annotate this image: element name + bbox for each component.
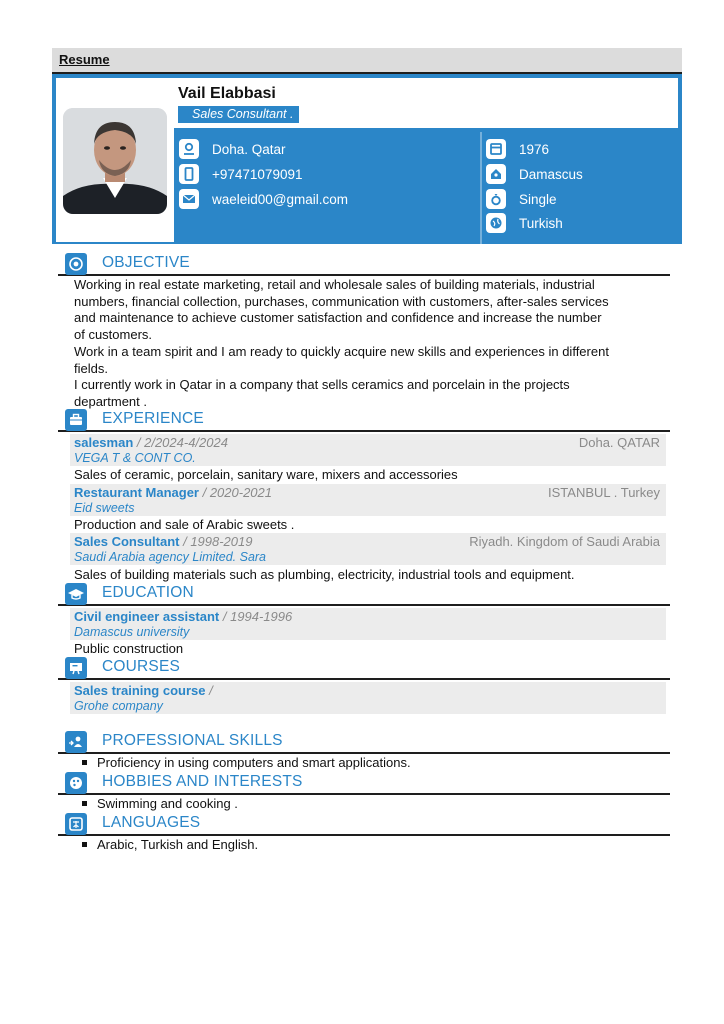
language-text: Arabic, Turkish and English.	[97, 837, 259, 852]
location-text: Doha. Qatar	[212, 141, 286, 157]
experience-entry	[70, 434, 666, 466]
entry-role-text: salesman	[74, 435, 134, 450]
bullet-dot	[82, 801, 87, 806]
objective-line: I currently work in Qatar in a company that sells ceramics and porcelain in the projects	[74, 377, 570, 393]
header-divider	[480, 132, 482, 246]
entry-dates: / 1998-2019	[179, 534, 253, 549]
entry-dates-text: 2/2024-4/2024	[144, 435, 228, 450]
marital-text: Single	[519, 191, 557, 207]
entry-role	[74, 435, 228, 450]
entry-role-text: Restaurant Manager	[74, 485, 199, 500]
skills-header	[58, 730, 670, 754]
calendar-icon	[486, 139, 506, 159]
languages-header	[58, 812, 670, 836]
profile-photo	[63, 108, 167, 214]
palette-icon	[65, 772, 87, 794]
entry-description: Sales of ceramic, porcelain, sanitary ware, mixers and accessories	[74, 467, 458, 482]
hobbies-title: HOBBIES AND INTERESTS	[102, 773, 303, 790]
entry-dates-text: 1994-1996	[230, 609, 293, 624]
skill-item	[82, 755, 411, 770]
courses-header	[58, 656, 670, 680]
entry-role-text: Sales Consultant	[74, 534, 180, 549]
entry-role	[74, 534, 252, 549]
hobbies-header	[58, 771, 670, 795]
objective-title: OBJECTIVE	[102, 254, 190, 271]
entry-dates: / 2/2024-4/2024	[133, 435, 228, 450]
entry-dates-text: 2020-2021	[209, 485, 272, 500]
document-tab-label[interactable]: Resume	[59, 52, 110, 67]
briefcase-icon	[65, 409, 87, 431]
entry-dates-text: 1998-2019	[190, 534, 253, 549]
education-title: EDUCATION	[102, 584, 194, 601]
courses-icon	[65, 657, 87, 679]
globe-icon	[486, 213, 506, 233]
email-text[interactable]: waeleid00@gmail.com	[212, 191, 349, 207]
hobby-text: Swimming and cooking .	[97, 796, 238, 811]
entry-org: Grohe company	[74, 699, 163, 713]
nationality-text: Turkish	[519, 215, 563, 231]
entry-role-text: Sales training course	[74, 683, 206, 698]
languages-title: LANGUAGES	[102, 814, 201, 831]
skill-text: Proficiency in using computers and smart applications.	[97, 755, 411, 770]
bullet-dot	[82, 760, 87, 765]
birth-year-item	[486, 139, 549, 159]
entry-description: Public construction	[74, 641, 184, 656]
location-icon	[179, 139, 199, 159]
photo-frame	[56, 78, 174, 242]
phone-icon	[179, 164, 199, 184]
objective-line: department .	[74, 393, 147, 409]
objective-line: Working in real estate marketing, retail and wholesale sales of building materials, industrial	[74, 277, 595, 292]
email-icon	[179, 189, 199, 209]
entry-description: Sales of building materials such as plumbing, electricity, industrial tools and equipment.	[74, 567, 575, 582]
birthplace-text: Damascus	[519, 166, 583, 182]
marital-item	[486, 189, 557, 209]
entry-description: Production and sale of Arabic sweets .	[74, 517, 295, 532]
profile-name: Vail Elabbasi	[178, 85, 276, 102]
objective-line: numbers, financial collection, purchases, communication with customers, after-sales services	[74, 293, 609, 309]
profile-header	[52, 72, 682, 244]
profile-title: Sales Consultant .	[178, 106, 299, 123]
experience-title: EXPERIENCE	[102, 410, 204, 427]
hobby-item	[82, 796, 238, 811]
objective-header	[58, 252, 670, 276]
objective-line: fields.	[74, 360, 108, 376]
objective-icon	[65, 253, 87, 275]
entry-role	[74, 485, 272, 500]
graduation-icon	[65, 583, 87, 605]
objective-line: of customers.	[74, 327, 153, 343]
education-entry	[70, 608, 666, 640]
entry-org: VEGA T & CONT CO.	[74, 451, 196, 465]
birthplace-item	[486, 164, 583, 184]
email-item	[179, 189, 348, 209]
education-header	[58, 582, 670, 606]
entry-location: Riyadh. Kingdom of Saudi Arabia	[469, 534, 660, 549]
objective-text	[74, 277, 666, 411]
courses-title: COURSES	[102, 658, 181, 675]
ring-icon	[486, 189, 506, 209]
entry-dates: / 2020-2021	[198, 485, 272, 500]
objective-line: and maintenance to achieve customer satisfaction and confidence and increase the number	[74, 310, 602, 326]
entry-role	[74, 683, 213, 698]
entry-location: ISTANBUL . Turkey	[548, 485, 660, 500]
skills-title: PROFESSIONAL SKILLS	[102, 732, 283, 749]
home-icon	[486, 164, 506, 184]
entry-location: Doha. QATAR	[578, 435, 660, 450]
bullet-dot	[82, 842, 87, 847]
entry-org: Eid sweets	[74, 501, 135, 515]
experience-entry	[70, 533, 666, 565]
skills-icon	[65, 731, 87, 753]
phone-item	[179, 164, 302, 184]
birth-year-text: 1976	[519, 141, 550, 157]
entry-org: Damascus university	[74, 625, 190, 639]
experience-entry	[70, 484, 666, 516]
entry-role	[74, 609, 292, 624]
phone-text[interactable]: +97471079091	[212, 166, 303, 182]
entry-role-text: Civil engineer assistant	[74, 609, 220, 624]
language-item	[82, 837, 258, 852]
experience-header	[58, 408, 670, 432]
nationality-item	[486, 213, 563, 233]
location-item	[179, 139, 286, 159]
course-entry	[70, 682, 666, 714]
document-tab-bar	[52, 48, 682, 72]
entry-org: Saudi Arabia agency Limited. Sara	[74, 550, 267, 564]
entry-dates: / 1994-1996	[219, 609, 293, 624]
entry-dates: /	[205, 683, 213, 698]
objective-line: Work in a team spirit and I am ready to quickly acquire new skills and experiences in different	[74, 343, 609, 359]
language-icon	[65, 813, 87, 835]
